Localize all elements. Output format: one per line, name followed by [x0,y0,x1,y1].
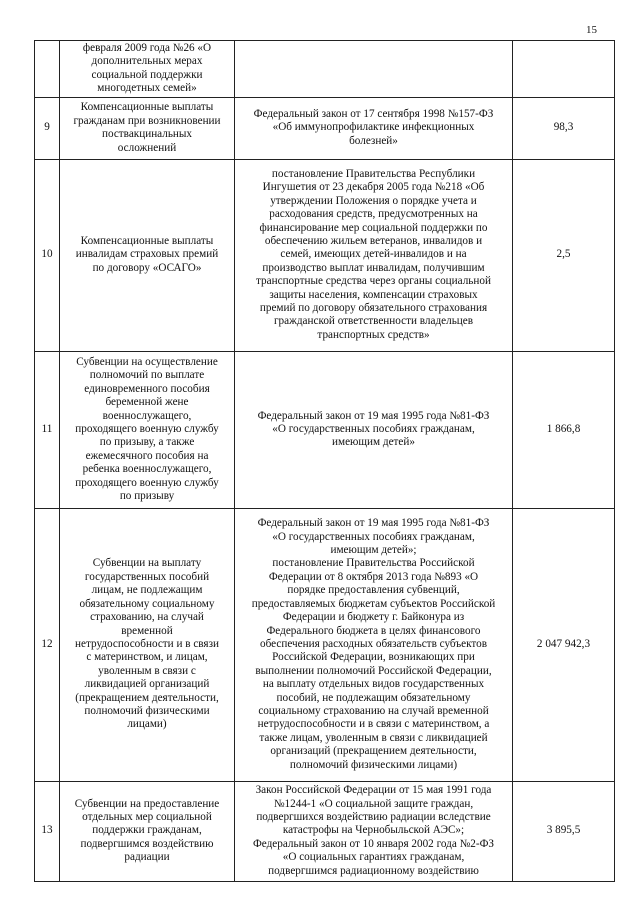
table-row [35,97,615,159]
amount: 1 866,8 [513,351,615,508]
legal-basis: Федеральный закон от 19 мая 1995 года №81-ФЗ «О государственных пособиях гражданам, имеющим детей»; постановление Правительства Российской Федерации от 8 октября 2013 года №893 «О порядке предоставления субвенций, предоставляемых бюджетам субъектов Российской Федерации и бюджету г. Байконура из Федерального бюджета в целях финансового обеспечения расходных обязательств субъектов Российской Федерации, возникающих при выполнении полномочий Российской Федерации, на выплату отдельных видов государственных пособий, не подлежащим обязательному социальному страхованию на случай временной нетрудоспособности и в связи с материнством, а также лицам, уволенным в связи с ликвидацией организаций (прекращением деятельности, полномочий физическими лицами) [235,508,513,781]
table-row [35,508,615,781]
measure-name: Компенсационные выплаты инвалидам страховых премий по договору «ОСАГО» [60,159,235,351]
table-row [35,41,615,98]
row-number: 13 [35,781,60,881]
table-row [35,351,615,508]
amount: 2 047 942,3 [513,508,615,781]
legal-basis [235,41,513,98]
amount: 2,5 [513,159,615,351]
row-number: 9 [35,97,60,159]
measure-name: февраля 2009 года №26 «О дополнительных мерах социальной поддержки многодетных семей» [60,41,235,98]
row-number: 11 [35,351,60,508]
measure-name: Субвенции на осуществление полномочий по выплате единовременного пособия беременной жене военнослужащего, проходящего военную службу по призыву, а также ежемесячного пособия на ребенка военнослужащего, проходящего военную службу по призыву [60,351,235,508]
benefits-table [34,40,615,882]
legal-basis: Федеральный закон от 19 мая 1995 года №81-ФЗ «О государственных пособиях гражданам, имеющим детей» [235,351,513,508]
measure-name: Компенсационные выплаты гражданам при возникновении поствакцинальных осложнений [60,97,235,159]
legal-basis: постановление Правительства Республики Ингушетия от 23 декабря 2005 года №218 «Об утверждении Положения о порядке учета и расходования средств, предусмотренных на финансирование мер социальной поддержки по обеспечению жильем ветеранов, инвалидов и семей, имеющих детей-инвалидов и на производство выплат инвалидам, получившим транспортные средства через органы социальной защиты населения, компенсации страховых премий по договору обязательного страхования гражданской ответственности владельцев транспортных средств» [235,159,513,351]
row-number: 10 [35,159,60,351]
row-number: 12 [35,508,60,781]
row-number [35,41,60,98]
measure-name: Субвенции на выплату государственных пособий лицам, не подлежащим обязательному социальному страхованию, на случай временной нетрудоспособности и в связи с материнством, и лицам, уволенным в связи с ликвидацией организаций (прекращением деятельности, полномочий физическими лицами) [60,508,235,781]
table-row [35,781,615,881]
table-row [35,159,615,351]
legal-basis: Федеральный закон от 17 сентября 1998 №157-ФЗ «Об иммунопрофилактике инфекционных болезней» [235,97,513,159]
legal-basis: Закон Российской Федерации от 15 мая 1991 года №1244-1 «О социальной защите граждан, подвергшихся воздействию радиации вследствие катастрофы на Чернобыльской АЭС»; Федеральный закон от 10 января 2002 года №2-ФЗ «О социальных гарантиях гражданам, подвергшимся радиационному воздействию [235,781,513,881]
measure-name: Субвенции на предоставление отдельных мер социальной поддержки гражданам, подвергшимся воздействию радиации [60,781,235,881]
amount: 3 895,5 [513,781,615,881]
amount [513,41,615,98]
page-number: 15 [586,24,597,36]
amount: 98,3 [513,97,615,159]
